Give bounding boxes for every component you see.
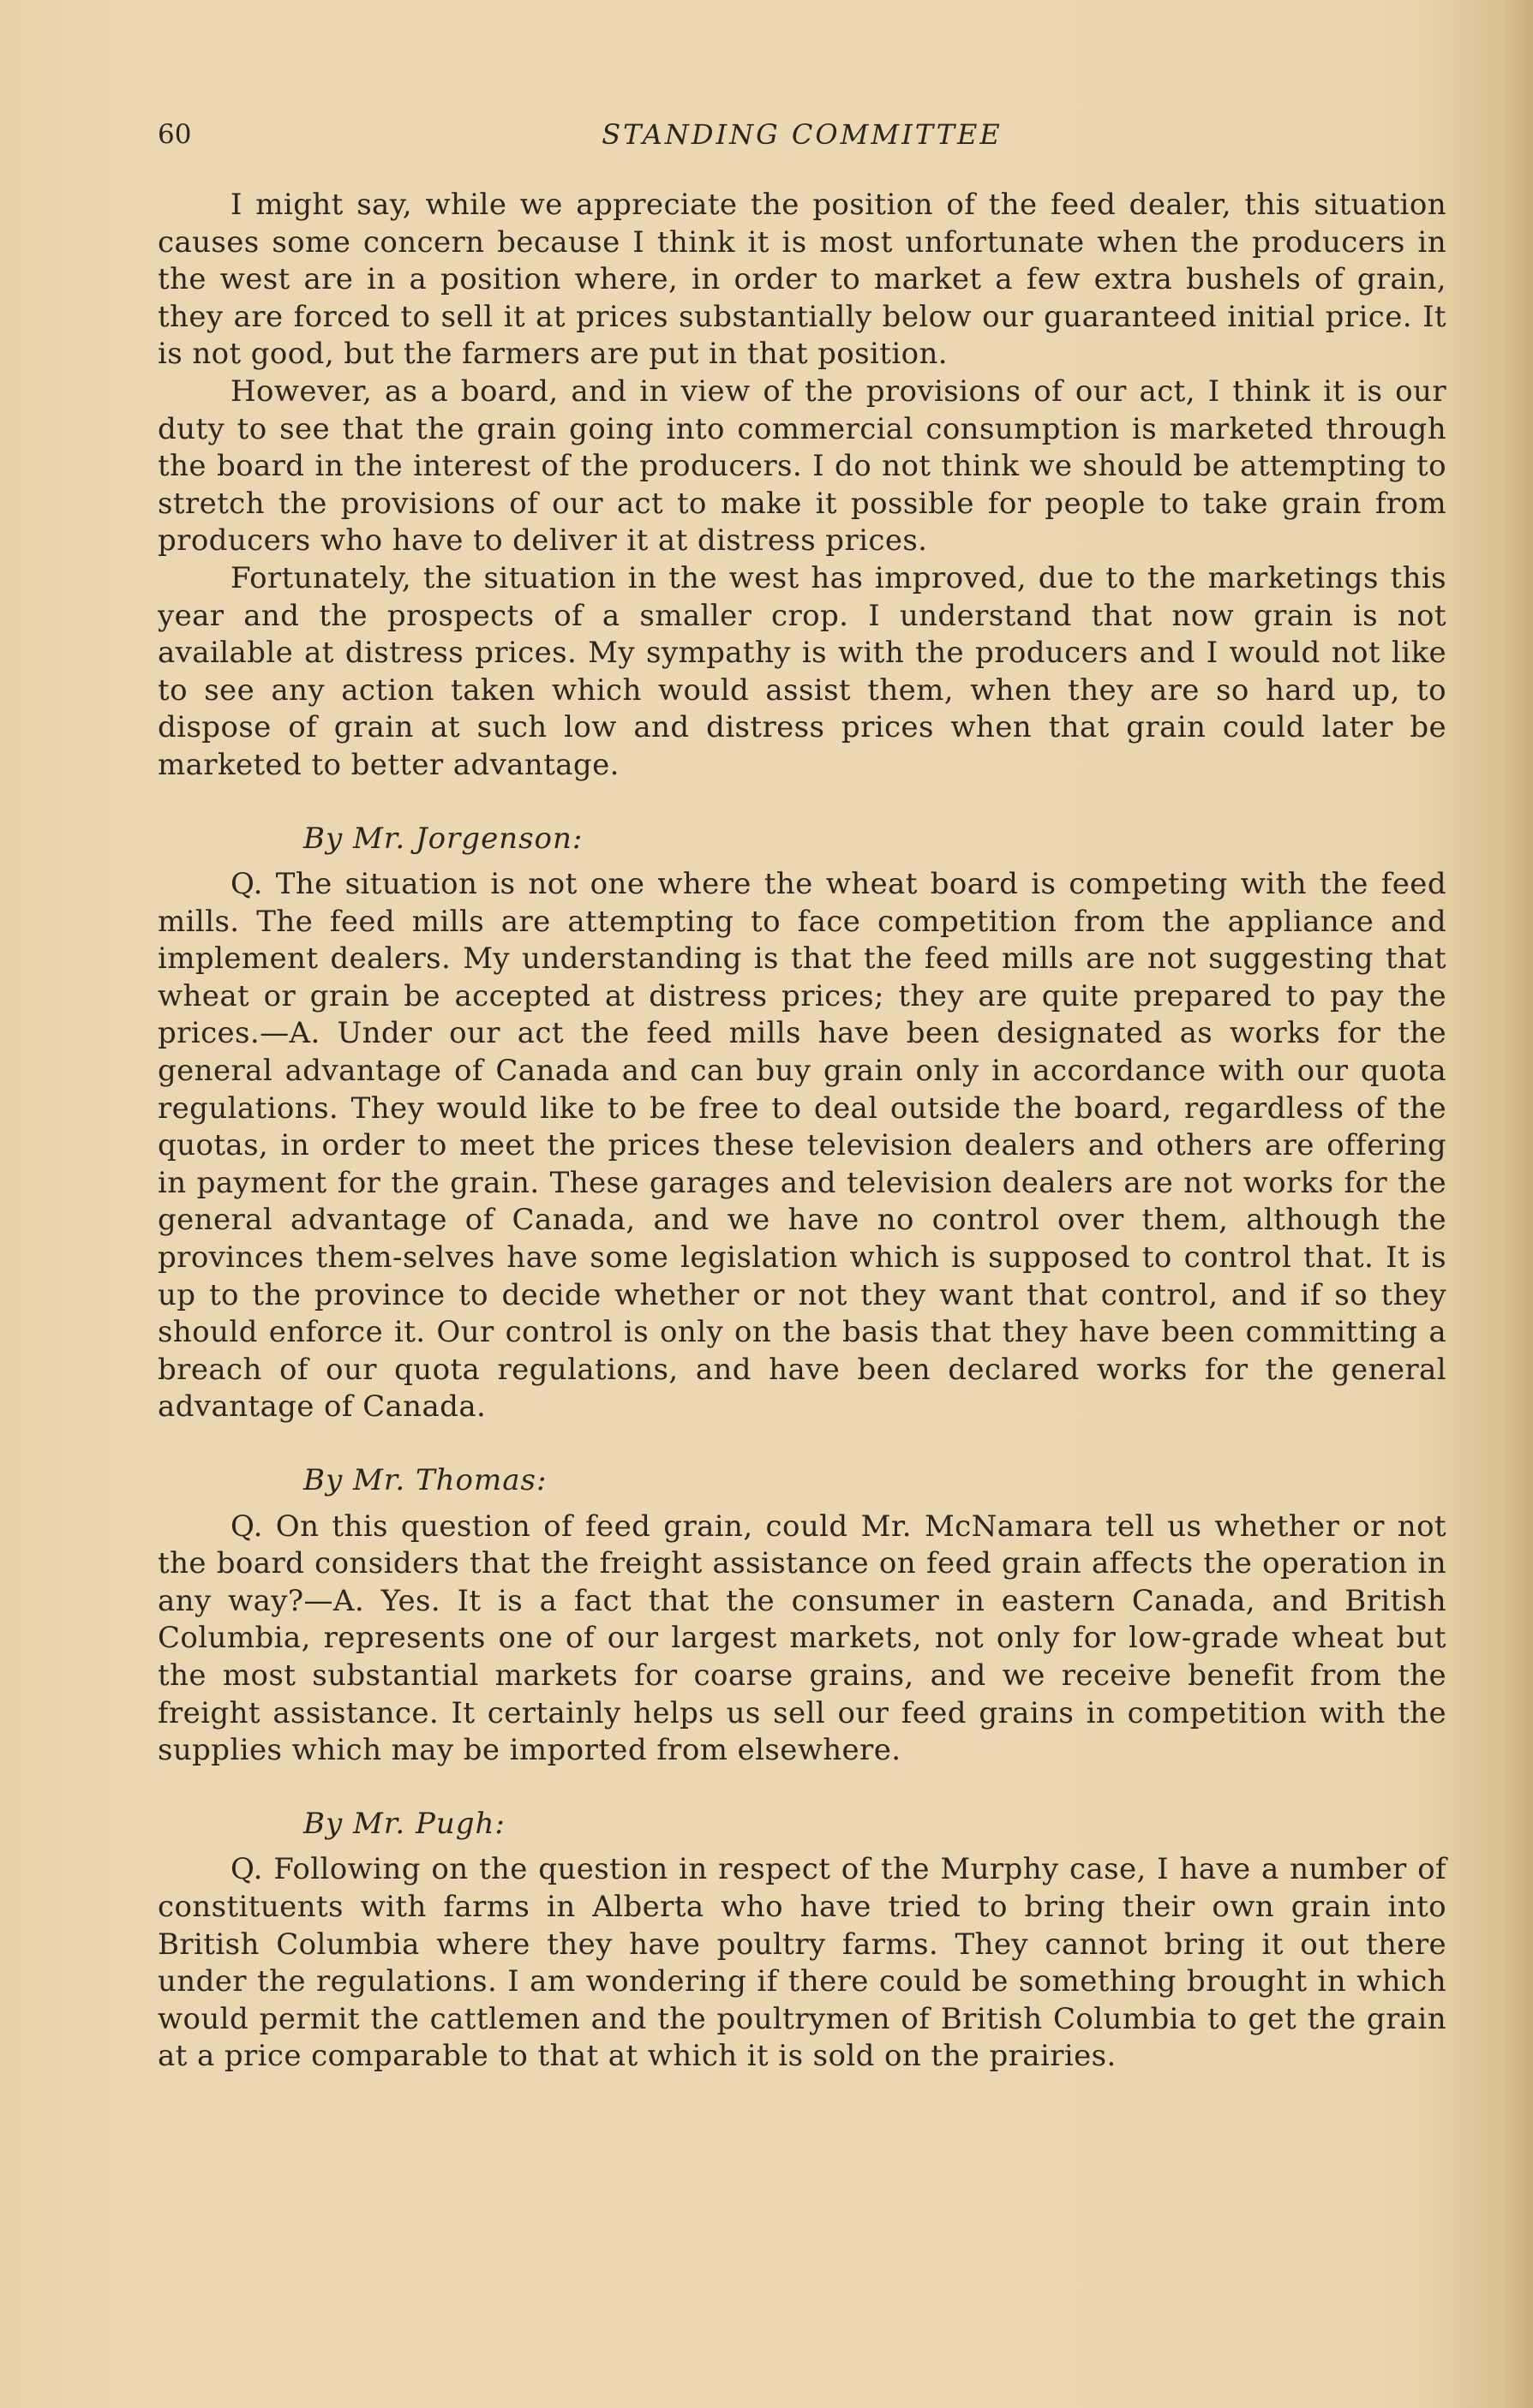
speaker-heading: By Mr. Pugh: [303, 1806, 506, 1841]
paragraph: Q. Following on the question in respect of the Murphy case, I have a number of constituents with farms in Alberta who have tried to bring their own grain into British Columbia where they have poultry farms. They cannot bring it out there under the regulations. I am wondering if there could be something brought in which would permit the cattlemen and the poultrymen of British Columbia to get the grain at a price comparable to that at which it is sold on the prairies. [158, 1852, 1446, 2074]
speaker-heading: By Mr. Thomas: [303, 1463, 548, 1497]
page-number: 60 [158, 119, 192, 150]
speaker-heading: By Mr. Jorgenson: [303, 821, 584, 856]
paragraph: However, as a board, and in view of the provisions of our act, I think it is our duty to see that the grain going into commercial consumption is marketed through the board in the interest of the producers. I do not think we should be attempting to stretch the provisions of our act to make it possible for people to take grain from producers who have to deliver it at distress prices. [158, 373, 1446, 559]
running-header [158, 113, 1446, 156]
header-title: STANDING COMMITTEE [602, 118, 1003, 151]
paragraph: Q. On this question of feed grain, could Mr. McNamara tell us whether or not the board considers that the freight assistance on feed grain affects the operation in any way?—A. Yes. It is a fact that the consumer in eastern Canada, and British Columbia, represents one of our largest markets, not only for low-grade wheat but the most substantial markets for coarse grains, and we receive benefit from the freight assistance. It certainly helps us sell our feed grains in competition with the supplies which may be imported from elsewhere. [158, 1509, 1446, 1768]
paragraph: Fortunately, the situation in the west has improved, due to the marketings this year and the prospects of a smaller crop. I understand that now grain is not available at distress prices. My sympathy is with the producers and I would not like to see any action taken which would assist them, when they are so hard up, to dispose of grain at such low and distress prices when that grain could later be marketed to better advantage. [158, 560, 1446, 782]
body-text [158, 187, 1446, 2076]
paragraph: I might say, while we appreciate the position of the feed dealer, this situation causes some concern because I think it is most unfortunate when the producers in the west are in a position where, in order to market a few extra bushels of grain, they are forced to sell it at prices substantially below our guaranteed initial price. It is not good, but the farmers are put in that position. [158, 188, 1446, 372]
paragraph: Q. The situation is not one where the wheat board is competing with the feed mills. The feed mills are attempting to face competition from the appliance and implement dealers. My understanding is that the feed mills are not suggesting that wheat or grain be accepted at distress prices; they are quite prepared to pay the prices.—A. Under our act the feed mills have been designated as works for the general advantage of Canada and can buy grain only in accordance with our quota regulations. They would like to be free to deal outside the board, regardless of the quotas, in order to meet the prices these television dealers and others are offering in payment for the grain. These garages and television dealers are not works for the general advantage of Canada, and we have no control over them, although the provinces them-selves have some legislation which is supposed to control that. It is up to the province to decide whether or not they want that control, and if so they should enforce it. Our control is only on the basis that they have been committing a breach of our quota regulations, and have been declared works for the general advantage of Canada. [158, 867, 1446, 1425]
